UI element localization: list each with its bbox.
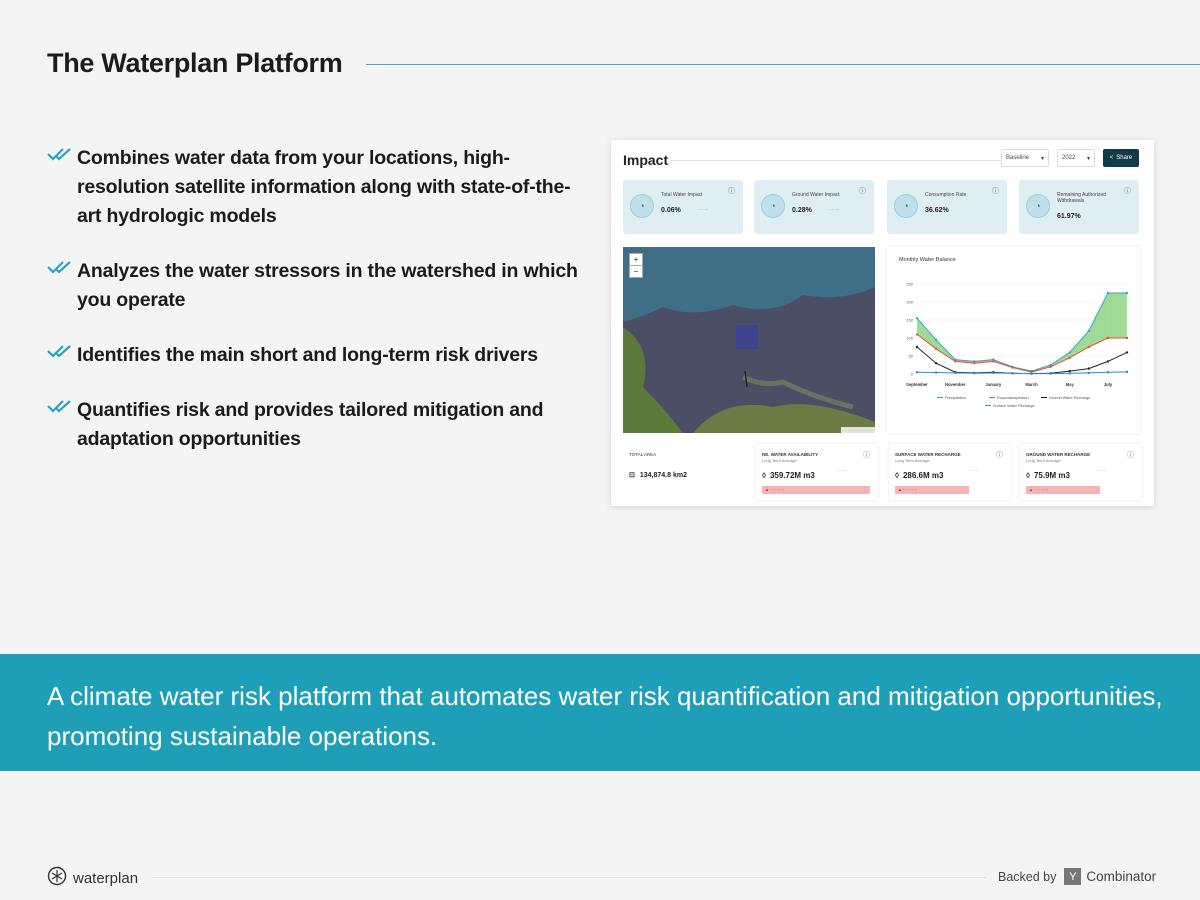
double-check-icon	[47, 399, 77, 418]
kpi-label: Consumption Rate	[925, 192, 967, 198]
series-point	[1126, 351, 1128, 353]
metric-card[interactable]	[756, 444, 878, 500]
chart-plot	[887, 247, 1140, 433]
series-point	[1107, 360, 1109, 362]
kpi-trend: ··· ····	[829, 207, 840, 212]
metric-alert-badge: ▲ ··· ·······	[762, 486, 870, 494]
feature-text: Identifies the main short and long-term risk drivers	[77, 344, 538, 366]
metric-value	[762, 471, 815, 480]
info-icon[interactable]: ⓘ	[859, 188, 866, 195]
series-point	[973, 372, 975, 374]
waterplan-logo	[47, 866, 138, 891]
y-tick-label: 250	[906, 281, 913, 287]
feature-item	[47, 257, 587, 315]
series-point	[1011, 372, 1013, 374]
summary-banner	[0, 654, 1200, 771]
series-point	[1107, 292, 1109, 294]
series-point	[1049, 366, 1051, 368]
feature-text: Quantifies risk and provides tailored mitigation and adaptation opportunities	[77, 399, 544, 450]
series-point	[1107, 371, 1109, 373]
series-point	[916, 371, 918, 373]
total-area-value	[629, 471, 687, 479]
page-title: The Waterplan Platform	[47, 48, 343, 78]
area-icon: ⊡	[629, 472, 635, 479]
series-point	[935, 362, 937, 364]
kpi-value: 0.06%	[661, 207, 681, 214]
metric-number: 75.9M m3	[1033, 471, 1070, 480]
chevron-down-icon: ▾	[1086, 155, 1090, 162]
backed-by-label: Backed by	[998, 869, 1057, 884]
series-point	[992, 360, 994, 362]
metric-sublabel: Long Term Average	[1026, 458, 1061, 463]
share-button-label: Share	[1116, 155, 1133, 161]
series-point	[1126, 292, 1128, 294]
backed-by	[998, 868, 1156, 885]
kpi-label: Total Water Impact	[661, 192, 703, 198]
waterplan-logo-text: waterplan	[73, 870, 139, 887]
monthly-water-balance-chart	[887, 247, 1140, 433]
series-point	[1088, 367, 1090, 369]
feature-list	[47, 144, 587, 480]
y-combinator-label: Combinator	[1086, 869, 1157, 884]
metric-value	[1026, 471, 1070, 480]
baseline-dropdown[interactable]	[1001, 149, 1049, 167]
x-tick-label: January	[985, 382, 1002, 387]
zoom-in-button[interactable]: +	[633, 255, 639, 264]
water-drop-icon: ◔	[630, 194, 654, 218]
series-point	[1069, 372, 1071, 374]
series-point	[1069, 357, 1071, 359]
double-check-icon	[47, 260, 77, 279]
feature-text: Analyzes the water stressors in the watershed in which you operate	[77, 260, 578, 311]
dashboard-header-divider	[671, 160, 1001, 161]
metric-label: SURFACE WATER RECHARGE	[895, 452, 961, 457]
feature-item	[47, 144, 587, 231]
series-point	[1069, 370, 1071, 372]
metric-sublabel: Long Term Average	[895, 458, 930, 463]
series-point	[935, 339, 937, 341]
year-dropdown-label: 2022	[1062, 155, 1076, 161]
x-tick-label: May	[1065, 382, 1074, 387]
dashboard-title: Impact	[623, 152, 669, 168]
footer-divider	[152, 877, 986, 878]
feature-item	[47, 396, 587, 454]
x-tick-label: September	[906, 382, 928, 387]
series-point	[916, 346, 918, 348]
info-icon[interactable]: ⓘ	[863, 452, 870, 459]
metric-number: 286.6M m3	[902, 471, 944, 480]
kpi-value: 61.97%	[1057, 213, 1081, 220]
info-icon[interactable]: ⓘ	[992, 188, 999, 195]
x-tick-label: March	[1025, 382, 1038, 387]
series-point	[935, 348, 937, 350]
info-icon[interactable]: ⓘ	[1124, 188, 1131, 195]
waterplan-logo-icon	[47, 866, 67, 891]
series-point	[1107, 337, 1109, 339]
series-point	[1030, 372, 1032, 374]
metric-value	[895, 471, 943, 480]
metric-alert-badge: ▲ ··· ·······	[1026, 486, 1100, 494]
total-area-number: 134,874.8 km2	[639, 472, 687, 479]
metric-number: 359.72M m3	[769, 471, 815, 480]
water-drop-icon: ◊	[762, 471, 766, 480]
x-tick-label: November	[944, 382, 966, 387]
series-point	[1126, 371, 1128, 373]
year-dropdown[interactable]	[1057, 149, 1095, 167]
series-point	[1088, 330, 1090, 332]
metric-note: ··· ·····	[969, 469, 980, 473]
kpi-card[interactable]	[623, 180, 743, 234]
map-zoom-controls	[629, 253, 643, 278]
balance-area-segment	[1108, 293, 1127, 338]
series-line	[917, 372, 1127, 374]
zoom-out-button[interactable]: −	[630, 265, 642, 277]
water-drop-icon: ◔	[894, 194, 918, 218]
series-point	[1069, 351, 1071, 353]
y-tick-label: 50	[908, 353, 913, 359]
legend-label: Evapotranspiration	[997, 396, 1029, 400]
double-check-icon	[47, 147, 77, 166]
share-icon: <	[1109, 155, 1114, 161]
metric-sublabel: Long Term Average	[762, 458, 797, 463]
metric-alert-badge: ▲ ··· ·······	[895, 486, 969, 494]
kpi-card[interactable]	[1019, 180, 1139, 234]
series-point	[1126, 337, 1128, 339]
kpi-value: 36.62%	[925, 207, 949, 214]
y-tick-label: 200	[906, 299, 913, 305]
map-attribution: ···· ···· ·· ······ ······ ····	[842, 428, 873, 432]
series-point	[954, 360, 956, 362]
series-point	[1049, 372, 1051, 374]
legend-label: Ground Water Recharge	[1049, 396, 1091, 400]
total-area-card	[623, 444, 741, 500]
dashboard-screenshot	[611, 140, 1154, 506]
kpi-card[interactable]	[887, 180, 1007, 234]
water-drop-icon: ◔	[761, 194, 785, 218]
balance-area-segment	[1070, 331, 1089, 358]
series-point	[935, 371, 937, 373]
kpi-label: Remaining Authorized Withdrawals	[1057, 192, 1106, 204]
metric-label: GROUND WATER RECHARGE	[1026, 452, 1091, 457]
water-drop-icon: ◔	[1026, 194, 1050, 218]
series-point	[916, 333, 918, 335]
info-icon[interactable]: ⓘ	[996, 452, 1003, 459]
series-point	[973, 362, 975, 364]
y-tick-label: 100	[906, 335, 913, 341]
y-combinator-logo-icon: Y	[1064, 868, 1081, 885]
title-divider	[366, 64, 1200, 65]
metric-note: ··· ·····	[1096, 469, 1107, 473]
x-tick-label: July	[1103, 382, 1113, 387]
series-point	[916, 317, 918, 319]
series-point	[954, 372, 956, 374]
metric-card[interactable]	[889, 444, 1011, 500]
info-icon[interactable]: ⓘ	[1127, 452, 1134, 459]
y-tick-label: 0	[910, 371, 913, 377]
series-point	[1011, 366, 1013, 368]
metric-label: RE. WATER AVAILABILITY	[762, 452, 819, 457]
kpi-label: Ground Water Impact	[792, 192, 840, 198]
satellite-map-image	[623, 247, 875, 433]
feature-item	[47, 341, 587, 370]
water-drop-icon: ◊	[1026, 471, 1030, 480]
satellite-map[interactable]	[623, 247, 875, 433]
y-tick-label: 150	[906, 317, 913, 323]
kpi-value: 0.28%	[792, 207, 812, 214]
summary-text: A climate water risk platform that automates water risk quantification and mitigation opportunities, promoting sustainable operations.	[47, 681, 1163, 751]
series-point	[1088, 346, 1090, 348]
chart-title: Monthly Water Balance	[899, 257, 956, 263]
legend-label: Surface Water Recharge	[993, 404, 1035, 408]
metric-note: ··· ·····	[836, 469, 847, 473]
baseline-dropdown-label: Baseline	[1006, 155, 1030, 161]
series-point	[992, 372, 994, 374]
share-button[interactable]	[1103, 149, 1139, 167]
info-icon[interactable]: ⓘ	[728, 188, 735, 195]
water-drop-icon: ◊	[895, 471, 899, 480]
chevron-down-icon: ▾	[1040, 155, 1044, 162]
kpi-card[interactable]	[754, 180, 874, 234]
kpi-trend: ··· ····	[698, 207, 709, 212]
metric-card[interactable]	[1020, 444, 1142, 500]
series-point	[1088, 372, 1090, 374]
balance-area-segment	[917, 318, 936, 349]
total-area-label: TOTAL AREA	[629, 452, 657, 457]
legend-label: Precipitation	[945, 396, 966, 400]
feature-text: Combines water data from your locations, high-resolution satellite information along with state-of-the-art hydrologic models	[77, 147, 571, 227]
double-check-icon	[47, 344, 77, 363]
